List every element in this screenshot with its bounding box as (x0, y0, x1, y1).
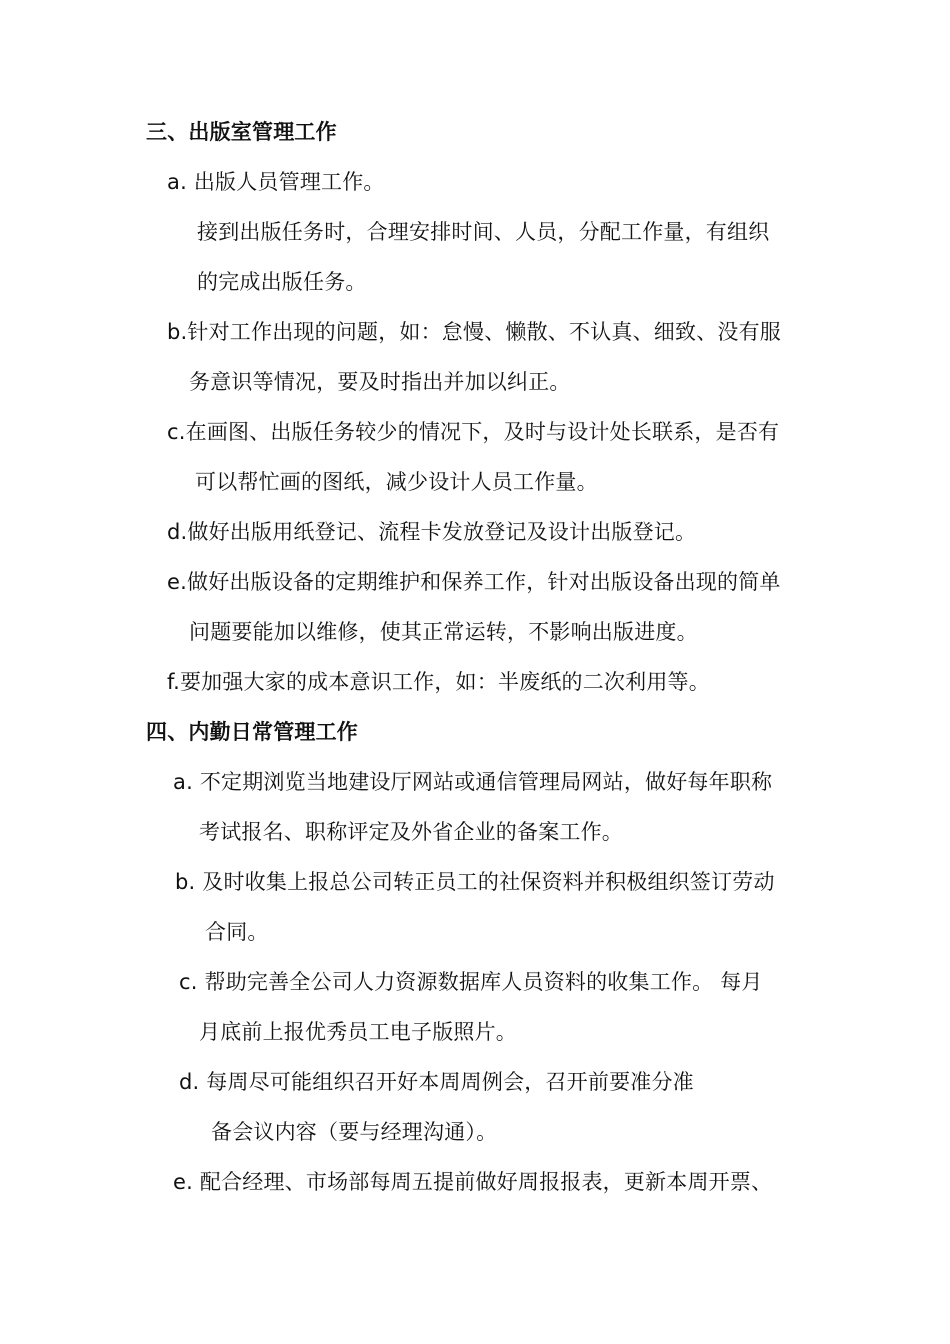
section-3-heading: 三、出版室管理工作 (146, 120, 337, 144)
section-3-item-a-line-1: 接到出版任务时，合理安排时间、人员，分配工作量，有组织 (197, 220, 770, 244)
section-3-item-b-line-2: 务意识等情况，要及时指出并加以纠正。 (189, 370, 571, 394)
section-4-item-a-line-1: a. 不定期浏览当地建设厅网站或通信管理局网站，做好每年职称 (173, 770, 773, 794)
section-3-item-b-line-1: b.针对工作出现的问题，如：怠慢、懒散、不认真、细致、没有服 (167, 320, 782, 344)
section-4-heading: 四、内勤日常管理工作 (146, 720, 358, 744)
section-4-item-b-line-2: 合同。 (205, 920, 269, 944)
section-3-item-a-line-2: 的完成出版任务。 (197, 270, 367, 294)
section-3-item-c-line-1: c.在画图、出版任务较少的情况下，及时与设计处长联系，是否有 (167, 420, 780, 444)
section-4-item-c-line-2: 月底前上报优秀员工电子版照片。 (199, 1020, 517, 1044)
section-4-item-d-line-2: 备会议内容（要与经理沟通）。 (211, 1120, 498, 1144)
section-3-item-f-line-1: f.要加强大家的成本意识工作，如：半废纸的二次利用等。 (167, 670, 710, 694)
section-3-item-e-line-2: 问题要能加以维修，使其正常运转，不影响出版进度。 (189, 620, 698, 644)
section-4-item-a-line-2: 考试报名、职称评定及外省企业的备案工作。 (199, 820, 623, 844)
section-4-item-c-line-1: c. 帮助完善全公司人力资源数据库人员资料的收集工作。 每月 (179, 970, 763, 994)
section-4-item-d-line-1: d. 每周尽可能组织召开好本周周例会，召开前要准分准 (179, 1070, 694, 1094)
section-3-item-d-line-1: d.做好出版用纸登记、流程卡发放登记及设计出版登记。 (167, 520, 697, 544)
section-4-item-b-line-1: b. 及时收集上报总公司转正员工的社保资料并积极组织签订劳动 (175, 870, 775, 894)
section-3-item-c-line-2: 可以帮忙画的图纸，减少设计人员工作量。 (195, 470, 598, 494)
section-4-item-e-line-1: e. 配合经理、市场部每周五提前做好周报报表，更新本周开票、 (173, 1170, 773, 1194)
section-3-item-e-line-1: e.做好出版设备的定期维护和保养工作，针对出版设备出现的简单 (167, 570, 781, 594)
section-3-item-a-title: a. 出版人员管理工作。 (167, 170, 385, 194)
